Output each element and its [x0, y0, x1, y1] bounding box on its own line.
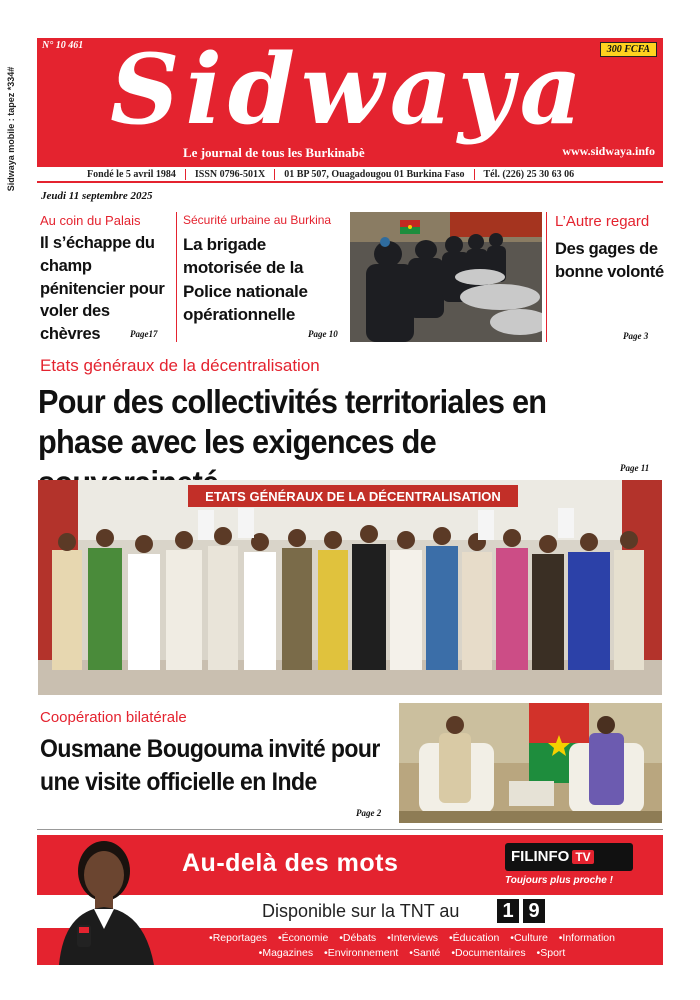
topic-item: •Magazines [258, 947, 314, 959]
teaser-police[interactable] [183, 213, 348, 343]
column-divider [546, 212, 547, 342]
coop-story-page-ref: Page 2 [356, 808, 382, 818]
topic-item: •Culture [510, 932, 548, 944]
teaser-autre-regard[interactable] [555, 213, 665, 343]
ad-headline: Au-delà des mots [182, 849, 399, 877]
address-info: 01 BP 507, Ouagadougou 01 Burkina Faso [275, 169, 474, 180]
topic-item: •Santé [409, 947, 441, 959]
issue-number: N° 10 461 [42, 40, 84, 51]
masthead [37, 33, 663, 167]
teaser-title: Il s’échappe du champ pénitencier pour voler des chèvres [40, 234, 165, 344]
filinfo-tv-ad[interactable] [37, 835, 663, 965]
topic-item: •Éducation [448, 932, 500, 944]
topic-item: •Reportages [209, 932, 268, 944]
topics-container [37, 928, 663, 965]
teaser-kicker: Au coin du Palais [40, 213, 141, 228]
meeting-photo [399, 703, 662, 823]
tnt-digit: 1 [497, 899, 519, 923]
teaser-title: La brigade motorisée de la Police nationale opérationnelle [183, 235, 308, 325]
newspaper-logo: Sidwaya [110, 33, 588, 146]
tnt-digit: 9 [523, 899, 545, 923]
topic-item: •Économie [277, 932, 329, 944]
topic-item: •Sport [536, 947, 566, 959]
phone-info: Tél. (226) 25 30 63 06 [483, 168, 575, 180]
main-story-kicker: Etats généraux de la décentralisation [40, 356, 320, 375]
ad-slogan: Toujours plus proche ! [505, 875, 613, 886]
coop-story-kicker: Coopération bilatérale [40, 709, 187, 726]
brand-name: FILINFO [511, 848, 570, 865]
topic-item: •Environnement [324, 947, 399, 959]
brand-tv-badge: TV [572, 850, 593, 864]
topics-list [182, 931, 642, 961]
teaser-palais[interactable] [40, 213, 172, 343]
coop-story-title[interactable]: Ousmane Bougouma invité pour une visite officielle en Inde [40, 735, 380, 796]
topic-item: •Documentaires [451, 947, 526, 959]
issue-date: Jeudi 11 septembre 2025 [41, 190, 153, 202]
teaser-page-ref: Page 10 [308, 329, 338, 339]
website-link[interactable]: www.sidwaya.info [562, 144, 655, 158]
price-badge: 300 FCFA [600, 42, 657, 57]
filinfo-logo [505, 843, 633, 871]
founded-info: Fondé le 5 avril 1984 [37, 169, 186, 180]
topic-item: •Information [558, 932, 615, 944]
teaser-kicker: L’Autre regard [555, 213, 650, 230]
teaser-kicker: Sécurité urbaine au Burkina [183, 213, 332, 227]
column-divider [176, 212, 177, 342]
main-story-page-ref: Page 11 [620, 463, 650, 473]
issn-info: ISSN 0796-501X [186, 169, 275, 180]
teaser-title: Des gages de bonne volonté [555, 240, 664, 281]
topic-item: •Débats [339, 932, 377, 944]
info-bar [37, 167, 663, 183]
group-photo [38, 480, 662, 695]
police-brigade-photo [350, 212, 542, 342]
teaser-page-ref: Page 3 [623, 331, 649, 341]
teaser-page-ref: Page17 [130, 329, 158, 339]
main-story-title[interactable]: Pour des collectivités territoriales en phase avec les exigences de [38, 383, 547, 461]
topic-item: •Interviews [387, 932, 439, 944]
tagline: Le journal de tous les Burkinabè [183, 145, 365, 160]
mobile-side-note: Sidwaya mobile : tapez *334# [6, 66, 16, 192]
banner-text: ETATS GÉNÉRAUX DE LA DÉCENTRALISATION [205, 489, 501, 504]
tnt-text: Disponible sur la TNT au [262, 901, 460, 921]
